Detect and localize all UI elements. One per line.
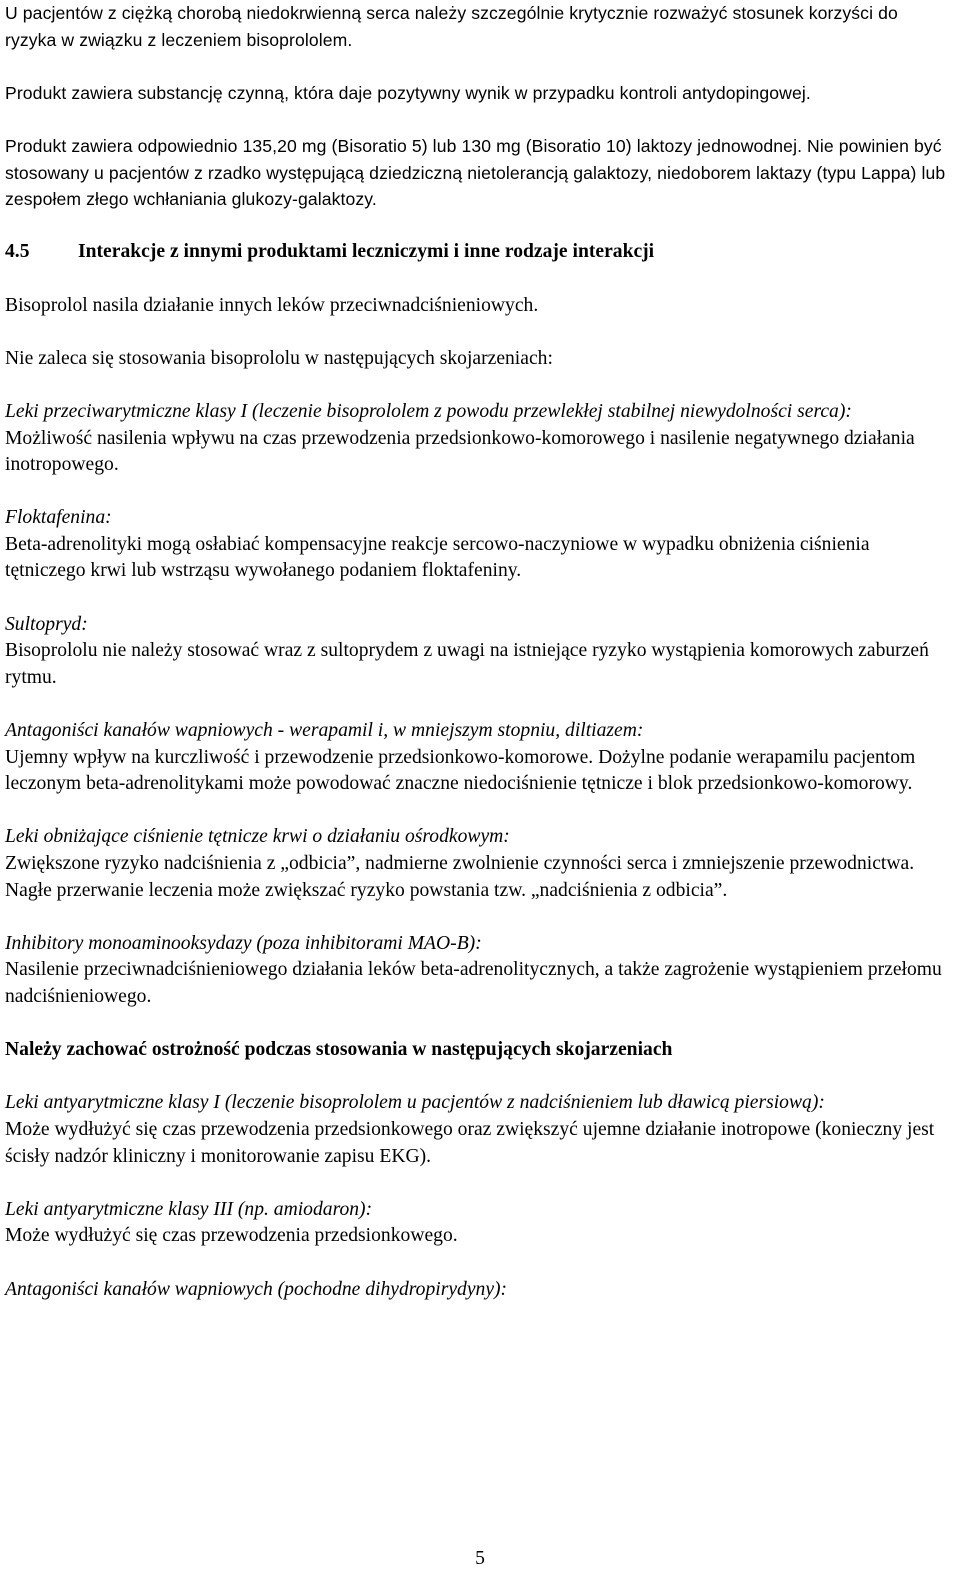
interaction-label: Inhibitory monoaminooksydazy (poza inhibitorami MAO-B): [5, 932, 482, 954]
paragraph-antihypertensive: Bisoprolol nasila działanie innych leków przeciwnadciśnieniowych. [5, 294, 539, 316]
interaction-item [5, 399, 950, 479]
interaction-item [5, 824, 950, 904]
interaction-text: Bisoprololu nie należy stosować wraz z sultoprydem z uwagi na istniejące ryzyko wystąpienia komorowych zaburzeń rytmu. [5, 640, 929, 688]
interaction-text: Beta-adrenolityki mogą osłabiać kompensacyjne reakcje sercowo-naczyniowe w wypadku obniżenia ciśnienia tętniczego krwi lub wstrząsu wywołanego podaniem floktafeniny. [5, 533, 870, 582]
interaction-text: Zwiększone ryzyko nadciśnienia z „odbicia”, nadmierne zwolnienie czynności serca i zmniejszenie przewodnictwa. Nagłe przerwanie leczenia może zwiększać ryzyko powstania tzw. „nadciśnienia z odbicia”. [5, 853, 915, 901]
document-page [5, 0, 950, 1303]
paragraph-antidoping: Produkt zawiera substancję czynną, która daje pozytywny wynik w przypadku kontroli antydopingowej. [5, 82, 811, 103]
interaction-item [5, 931, 950, 1011]
not-recommended-heading: Nie zaleca się stosowania bisoprololu w następujących skojarzeniach: [5, 347, 553, 369]
section-heading [5, 239, 950, 266]
interaction-label: Antagoniści kanałów wapniowych - werapamil i, w mniejszym stopniu, diltiazem: [5, 720, 644, 742]
interaction-item [5, 1197, 950, 1250]
interaction-label: Leki przeciwarytmiczne klasy I (leczenie bisoprololem z powodu przewlekłej stabilnej niewydolności serca): [5, 400, 852, 422]
interaction-text: Może wydłużyć się czas przewodzenia przedsionkowego. [5, 1225, 458, 1247]
interaction-text: Ujemny wpływ na kurczliwość i przewodzenie przedsionkowo-komorowe. Dożylne podanie werapamilu pacjentom leczonym beta-adrenolitykami może powodować znaczne niedociśnienie tętnicze i blok przedsionkowo-komorowy. [5, 746, 916, 795]
section-title: Interakcje z innymi produktami leczniczymi i inne rodzaje interakcji [78, 241, 655, 263]
interaction-label: Leki antyarytmiczne klasy I (leczenie bisoprololem u pacjentów z nadciśnieniem lub dławicą piersiową): [5, 1092, 825, 1114]
page-number: 5 [475, 1548, 485, 1569]
interaction-item [5, 505, 950, 585]
caution-heading: Należy zachować ostrożność podczas stosowania w następujących skojarzeniach [5, 1039, 673, 1061]
paragraph-ischemic-heart-disease: U pacjentów z ciężką chorobą niedokrwienną serca należy szczególnie krytycznie rozważyć stosunek korzyści do ryzyka w związku z leczeniem bisoprololem. [5, 3, 898, 50]
interaction-label: Leki antyarytmiczne klasy III (np. amiodaron): [5, 1198, 373, 1220]
interaction-text: Może wydłużyć się czas przewodzenia przedsionkowego oraz zwiększyć ujemne działanie inotropowe (konieczny jest ścisły nadzór kliniczny i monitorowanie zapisu EKG). [5, 1118, 935, 1167]
interaction-label: Antagoniści kanałów wapniowych (pochodne dihydropirydyny): [5, 1278, 508, 1300]
paragraph-lactose: Produkt zawiera odpowiednio 135,20 mg (Bisoratio 5) lub 130 mg (Bisoratio 10) laktozy jednowodnej. Nie powinien być stosowany u pacjentów z rzadko występującą dziedziczną nietolerancją galaktozy, niedoborem laktazy (typu Lappa) lub zespołem złego wchłaniania glukozy-galaktozy. [5, 135, 946, 210]
interaction-item [5, 1090, 950, 1170]
interaction-text: Nasilenie przeciwnadciśnieniowego działania leków beta-adrenolitycznych, a także zagrożenie wystąpieniem przełomu nadciśnieniowego. [5, 959, 942, 1007]
interaction-label: Leki obniżające ciśnienie tętnicze krwi o działaniu ośrodkowym: [5, 826, 510, 848]
section-number: 4.5 [5, 241, 30, 263]
interaction-label: Sultopryd: [5, 613, 88, 635]
interaction-text: Możliwość nasilenia wpływu na czas przewodzenia przedsionkowo-komorowego i nasilenie negatywnego działania inotropowego. [5, 427, 915, 476]
interaction-label: Floktafenina: [5, 507, 112, 529]
interaction-item [5, 718, 950, 798]
interaction-item [5, 1277, 950, 1304]
interaction-item [5, 612, 950, 692]
